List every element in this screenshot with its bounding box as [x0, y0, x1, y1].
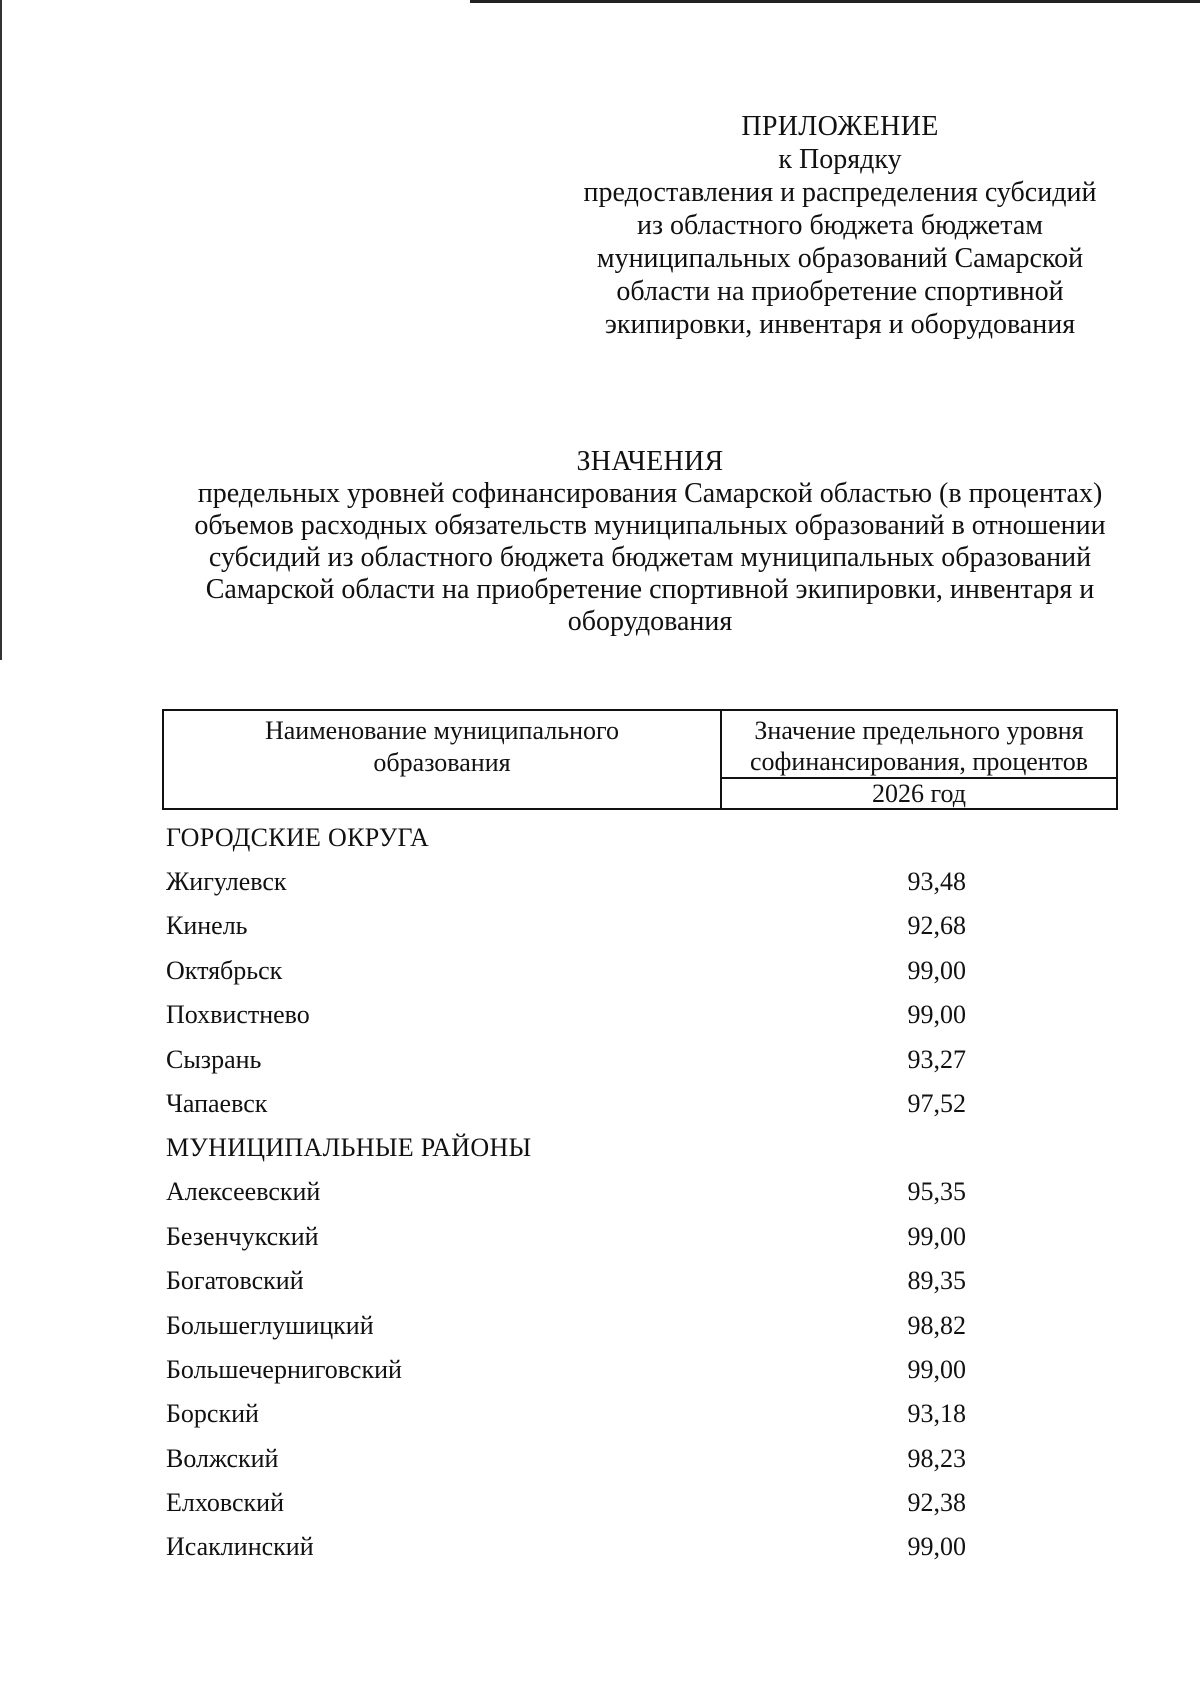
- municipality-name: Алексеевский: [166, 1177, 321, 1207]
- table-row: [166, 1170, 1066, 1214]
- title-line: оборудования: [567, 606, 733, 637]
- table-row: [166, 1259, 1066, 1303]
- table-row: [166, 904, 1066, 948]
- header-value-line: Значение предельного уровня: [754, 716, 1084, 745]
- municipality-name: Жигулевск: [166, 867, 287, 896]
- municipality-name: Елховский: [166, 1488, 284, 1518]
- cofinancing-value: 99,00: [907, 1354, 966, 1384]
- municipality-name: Большеглушицкий: [166, 1310, 374, 1340]
- table-row: [166, 993, 1066, 1037]
- municipality-name: Похвистнево: [166, 1000, 310, 1030]
- appendix-line: из областного бюджета бюджетам: [637, 210, 1043, 241]
- appendix-heading: ПРИЛОЖЕНИЕ: [741, 111, 939, 142]
- title-line: объемов расходных обязательств муниципальных образований в отношении: [194, 510, 1106, 541]
- cofinancing-value: 99,00: [907, 1532, 966, 1562]
- header-value-cell: [722, 711, 1116, 779]
- table-row: [166, 949, 1066, 993]
- table-row: [166, 1038, 1066, 1082]
- title-line: субсидий из областного бюджета бюджетам муниципальных образований: [208, 542, 1092, 573]
- table-body: [166, 816, 1066, 1570]
- table-row: [166, 1525, 1066, 1569]
- appendix-line: к Порядку: [778, 144, 902, 175]
- document-title: [180, 446, 1120, 638]
- table-row: [166, 1215, 1066, 1259]
- cofinancing-value: 93,27: [907, 1044, 966, 1074]
- appendix-line: экипировки, инвентаря и оборудования: [604, 309, 1076, 340]
- municipality-name: Борский: [166, 1399, 259, 1429]
- cofinancing-value: 95,35: [907, 1177, 966, 1207]
- appendix-line: муниципальных образований Самарской: [596, 243, 1084, 274]
- cofinancing-value: 92,68: [907, 911, 966, 941]
- table-row: [166, 1481, 1066, 1525]
- table-header: [162, 709, 1118, 810]
- header-name-line: Наименование муниципального: [264, 716, 620, 745]
- table-row: [166, 1392, 1066, 1436]
- header-value-line: софинансирования, процентов: [750, 747, 1088, 776]
- cofinancing-value: 99,00: [907, 1221, 966, 1251]
- header-year-cell: 2026 год: [872, 779, 966, 808]
- cofinancing-value: 93,48: [907, 867, 966, 896]
- section-title: ГОРОДСКИЕ ОКРУГА: [166, 823, 430, 852]
- municipality-name: Октябрьск: [166, 955, 283, 985]
- table-row: [166, 1437, 1066, 1481]
- table-row: [166, 1304, 1066, 1348]
- municipality-name: Богатовский: [166, 1266, 304, 1296]
- appendix-line: области на приобретение спортивной: [616, 276, 1064, 307]
- municipality-name: Большечерниговский: [166, 1354, 402, 1384]
- municipality-name: Волжский: [166, 1443, 279, 1473]
- municipality-name: Исаклинский: [166, 1532, 314, 1562]
- table-row: [166, 1082, 1066, 1126]
- cofinancing-value: 99,00: [907, 955, 966, 985]
- cofinancing-value: 98,23: [907, 1443, 966, 1473]
- cofinancing-value: 97,52: [907, 1088, 966, 1118]
- appendix-line: предоставления и распределения субсидий: [583, 177, 1097, 208]
- municipality-name: Чапаевск: [166, 1088, 268, 1118]
- cofinancing-value: 89,35: [907, 1266, 966, 1296]
- scan-left-border: [0, 0, 2, 660]
- header-name-line: образования: [373, 748, 511, 777]
- title-heading: ЗНАЧЕНИЯ: [576, 446, 724, 477]
- cofinancing-value: 92,38: [907, 1488, 966, 1518]
- section-title: МУНИЦИПАЛЬНЫЕ РАЙОНЫ: [166, 1133, 532, 1163]
- appendix-block: [555, 110, 1125, 341]
- table-row: [166, 1348, 1066, 1392]
- municipality-name: Безенчукский: [166, 1221, 319, 1251]
- scan-top-border: [470, 0, 1200, 3]
- table-row: [166, 860, 1066, 904]
- cofinancing-value: 93,18: [907, 1399, 966, 1429]
- municipality-name: Кинель: [166, 911, 248, 941]
- municipality-name: Сызрань: [166, 1044, 262, 1074]
- title-line: Самарской области на приобретение спортивной экипировки, инвентаря и: [205, 574, 1095, 605]
- cofinancing-value: 98,82: [907, 1310, 966, 1340]
- cofinancing-value: 99,00: [907, 1000, 966, 1030]
- title-line: предельных уровней софинансирования Самарской областью (в процентах): [197, 478, 1103, 509]
- header-name-cell: [164, 711, 722, 808]
